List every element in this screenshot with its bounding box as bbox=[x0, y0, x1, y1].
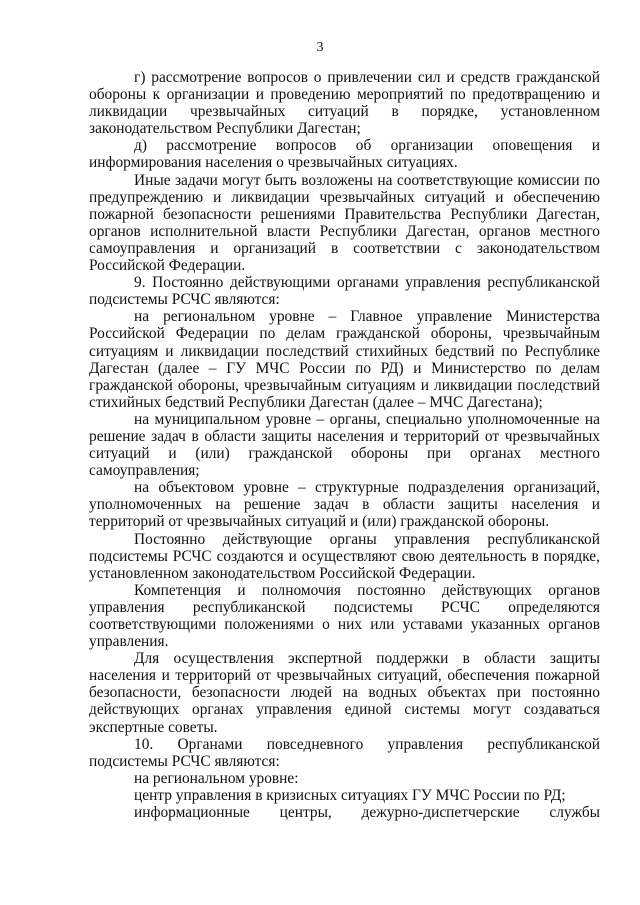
page-number: 3 bbox=[316, 40, 324, 55]
paragraph: центр управления в кризисных ситуациях ГУ МЧС России по РД; bbox=[134, 786, 566, 804]
paragraph: на региональном уровне: bbox=[134, 769, 299, 787]
document-body bbox=[89, 69, 600, 821]
paragraph: 9. Постоянно действующими органами управления республиканской подсистемы РСЧС являются: bbox=[89, 274, 600, 309]
paragraph: на региональном уровне – Главное управление Министерства Российской Федерации по делам гражданской обороны, чрезвычайным ситуациям и ликвидации последствий стихийных бедствий по Республике Дагестан (далее – ГУ МЧС России по РД) и Министерство по делам гражданской обороны, чрезвычайным ситуациям и ликвидации последствий стихийных бедствий Республики Дагестан (далее – МЧС Дагестана); bbox=[89, 308, 600, 411]
paragraph: г) рассмотрение вопросов о привлечении сил и средств гражданской обороны к организации и проведению мероприятий по предотвращению и ликвидации чрезвычайных ситуаций в порядке, установленном законодательством Республики Дагестан; bbox=[89, 69, 600, 138]
paragraph: информационные центры, дежурно-диспетчерские службы bbox=[134, 804, 600, 822]
paragraph: д) рассмотрение вопросов об организации оповещения и информирования населения о чрезвычайных ситуациях. bbox=[89, 137, 600, 172]
paragraph: Компетенция и полномочия постоянно действующих органов управления республиканской подсистемы РСЧС определяются соответствующими положениями о них или уставами указанных органов управления. bbox=[89, 581, 600, 651]
paragraph: Постоянно действующие органы управления республиканской подсистемы РСЧС создаются и осуществляют свою деятельность в порядке, установленном законодательством Российской Федерации. bbox=[89, 530, 600, 582]
paragraph: на объектовом уровне – структурные подразделения организаций, уполномоченных на решение задач в области защиты населения и территорий от чрезвычайных ситуаций и (или) гражданской обороны. bbox=[89, 479, 600, 531]
paragraph: Иные задачи могут быть возложены на соответствующие комиссии по предупреждению и ликвидации чрезвычайных ситуаций и обеспечению пожарной безопасности решениями Правительства Республики Дагестан, органов исполнительной власти Республики Дагестан, органов местного самоуправления и организаций в соответствии с законодательством Российской Федерации. bbox=[89, 171, 600, 275]
paragraph: на муниципальном уровне – органы, специально уполномоченные на решение задач в области защиты населения и территорий от чрезвычайных ситуаций и (или) гражданской обороны при органах местного самоуправления; bbox=[89, 410, 600, 480]
paragraph: 10. Органами повседневного управления республиканской подсистемы РСЧС являются: bbox=[89, 735, 600, 770]
paragraph: Для осуществления экспертной поддержки в области защиты населения и территорий от чрезвычайных ситуаций, обеспечения пожарной безопасности, безопасности людей на водных объектах при постоянно действующих органах управления единой системы могут создаваться экспертные советы. bbox=[89, 650, 600, 736]
